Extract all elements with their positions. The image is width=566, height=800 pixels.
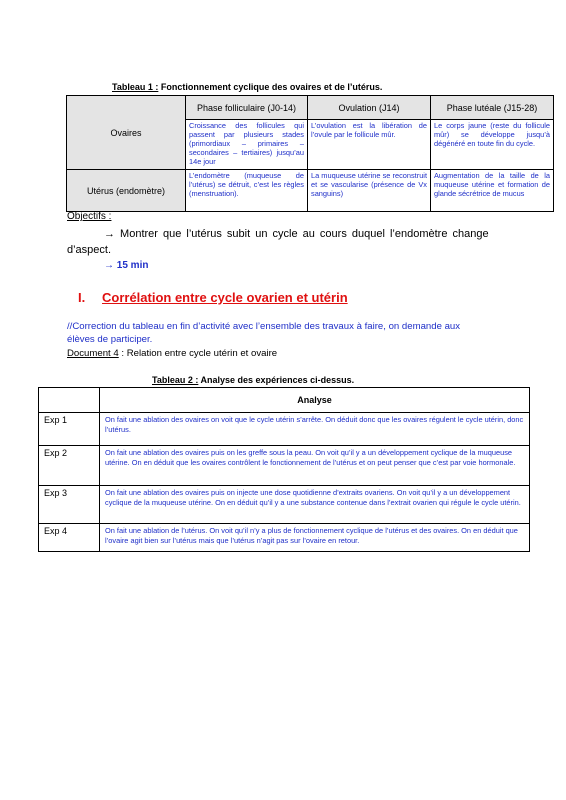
tableau2-row-text: On fait une ablation des ovaires puis on les greffe sous la peau. On voit qu’il y a un développement cyclique de la muqueuse utérine. On en déduit que les ovaires contrôlent le fonctionnement de l’utérus et on peut penser que c’est par voie hormonale. [100, 446, 530, 486]
tableau1-row-uterus [67, 170, 554, 212]
tableau2-row-label: Exp 2 [39, 446, 100, 486]
tableau2-row [39, 413, 530, 446]
objectifs-text-line1: → Montrer que l’utérus subit un cycle au cours duquel l’endomètre change [104, 228, 489, 240]
tableau2-header: Analyse [100, 388, 530, 413]
document-text: : Relation entre cycle utérin et ovaire [118, 348, 278, 359]
tableau2-row-text: On fait une ablation des ovaires on voit que le cycle utérin s’arrête. On déduit donc que les ovaires régulent le cycle utérin, donc l’utérus. [100, 413, 530, 446]
objectifs-text-line2: d’aspect. [67, 244, 112, 256]
objectifs-duration: → 15 min [104, 260, 149, 271]
tableau2-row-text: On fait une ablation des ovaires puis on injecte une dose quotidienne d’extraits ovariens. On voit qu’il y a un développement cyclique de la muqueuse utérine. On en déduit qu’il y a une substance contenue dans l’extrait ovarien qui régule le cycle utérin. [100, 486, 530, 524]
section-title: Corrélation entre cycle ovarien et utérin [102, 290, 348, 305]
tableau1-caption-text: Fonctionnement cyclique des ovaires et de l’utérus. [158, 82, 383, 92]
tableau1-caption-ref: Tableau 1 : [112, 82, 159, 92]
tableau2-row-label: Exp 1 [39, 413, 100, 446]
tableau2-header-row [39, 388, 530, 413]
note-line2: élèves de participer. [67, 334, 153, 345]
tableau1-col-header: Ovulation (J14) [308, 96, 431, 120]
document-line [67, 348, 277, 359]
tableau1-cell: Le corps jaune (reste du follicule mûr) se développe jusqu’à dégénéré en toute fin du cycle. [431, 120, 554, 170]
tableau2-caption [152, 375, 354, 385]
objectifs-label: Objectifs : [67, 211, 112, 222]
tableau2-row-label: Exp 4 [39, 524, 100, 552]
tableau1-row-label-ovaires: Ovaires [67, 96, 186, 170]
tableau2-caption-ref: Tableau 2 : [152, 375, 199, 385]
tableau1-cell: L’ovulation est la libération de l’ovule par le follicule mûr. [308, 120, 431, 170]
tableau1-cell: La muqueuse utérine se reconstruit et se vascularise (présence de Vx sanguins) [308, 170, 431, 212]
tableau2-empty-header [39, 388, 100, 413]
tableau1-col-header: Phase lutéale (J15-28) [431, 96, 554, 120]
tableau1-row-label-uterus: Utérus (endomètre) [67, 170, 186, 212]
tableau2-row [39, 524, 530, 552]
tableau2-caption-text: Analyse des expériences ci-dessus. [198, 375, 355, 385]
tableau1-header-row [67, 96, 554, 120]
tableau2-row [39, 486, 530, 524]
tableau1-cell: L’endomètre (muqueuse de l’utérus) se détruit, c’est les règles (menstruation). [186, 170, 308, 212]
tableau1-caption [112, 82, 382, 92]
tableau2-row-label: Exp 3 [39, 486, 100, 524]
tableau1 [66, 95, 554, 212]
tableau2-row-text: On fait une ablation de l’utérus. On voit qu’il n’y a plus de fonctionnement cyclique de l’utérus et des ovaires. On en déduit que l’ovaire agit bien sur l’utérus mais que l’utérus n’agit pas sur l’ovaire en retour. [100, 524, 530, 552]
tableau1-cell: Croissance des follicules qui passent par plusieurs stades (primordiaux – primaires – secondaires – tertiaires) jusqu’au 14e jour [186, 120, 308, 170]
section-number: I. [78, 290, 86, 305]
tableau2 [38, 387, 530, 552]
document-ref: Document 4 [67, 348, 119, 359]
note-line1: //Correction du tableau en fin d’activité avec l’ensemble des travaux à faire, on demande aux [67, 321, 461, 332]
tableau2-row [39, 446, 530, 486]
tableau1-col-header: Phase folliculaire (J0-14) [186, 96, 308, 120]
tableau1-cell: Augmentation de la taille de la muqueuse utérine et formation de glande sécrétrice de mucus [431, 170, 554, 212]
